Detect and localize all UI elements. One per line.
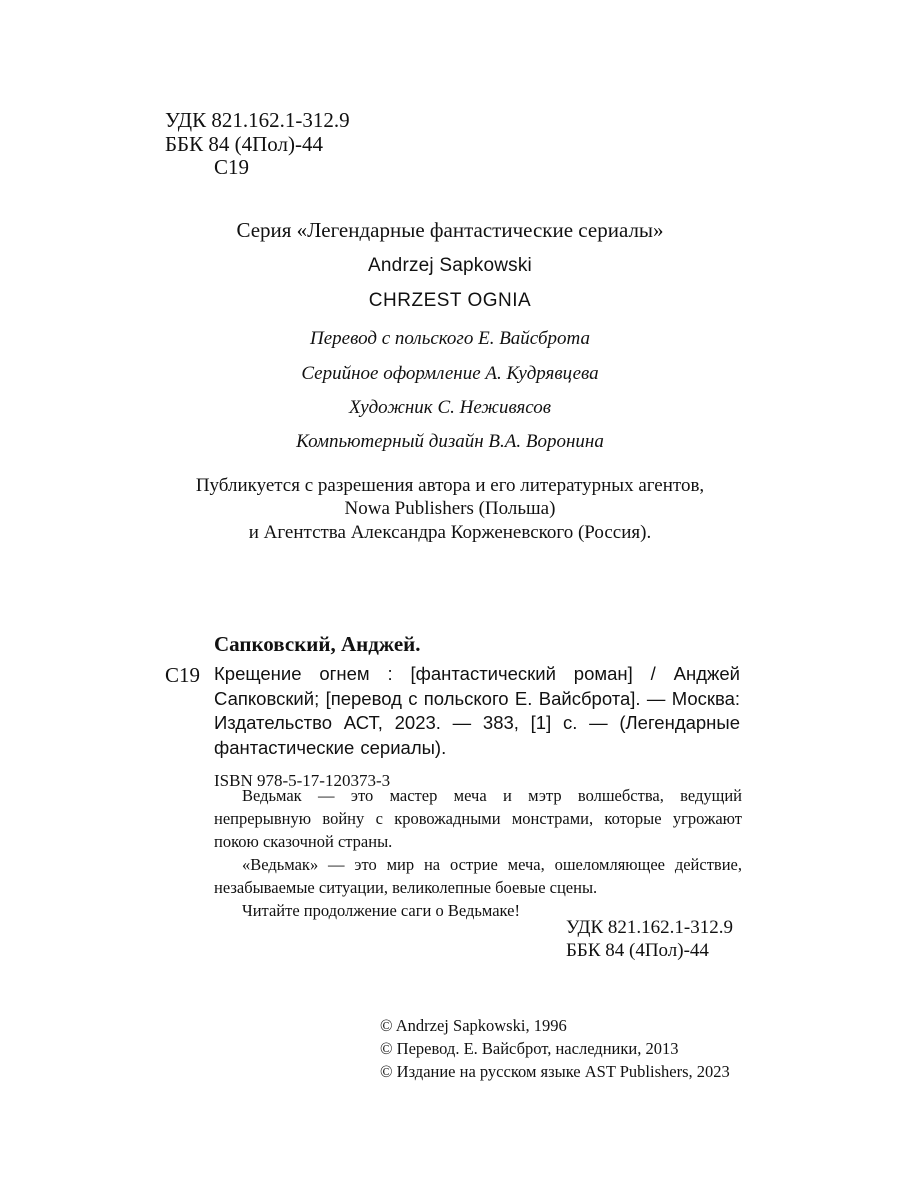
catalog-author-sign: С19 [165,663,201,687]
original-author: Andrzej Sapkowski [368,255,532,276]
copyright-translation: © Перевод. Е. Вайсброт, наследники, 2013 [380,1039,679,1058]
annotation [214,784,742,922]
catalog-heading: Сапковский, Анджей. [214,632,421,656]
translation-credit: Перевод с польского Е. Вайсброта [310,328,590,349]
permission-line-2: Nowa Publishers (Польша) [344,498,556,519]
series-design-credit: Серийное оформление А. Кудрявцева [301,363,599,384]
catalog-record [162,630,742,792]
author-sign-top: С19 [214,155,250,179]
series-title: Серия «Легендарные фантастические сериалы» [236,218,664,242]
annotation-paragraph-2: «Ведьмак» — это мир на острие меча, ошеломляющее действие, незабываемые ситуации, великолепные боевые сцены. [214,855,742,897]
original-title: CHRZEST OGNIA [368,290,532,311]
bbk-code-top: ББК 84 (4Пол)-44 [165,132,323,156]
udk-code-bottom: УДК 821.162.1-312.9 [566,917,733,938]
udk-code-top: УДК 821.162.1-312.9 [165,108,350,132]
isbn: ISBN 978-5-17-120373-3 [214,771,391,790]
artist-credit: Художник С. Неживясов [348,397,552,418]
copyright-edition: © Издание на русском языке AST Publishers, 2023 [380,1062,730,1081]
catalog-description-row [162,662,742,760]
copyright-original: © Andrzej Sapkowski, 1996 [380,1016,567,1035]
bbk-code-bottom: ББК 84 (4Пол)-44 [566,940,709,961]
computer-design-credit: Компьютерный дизайн В.А. Воронина [296,431,604,452]
annotation-paragraph-3: Читайте продолжение саги о Ведьмаке! [242,901,520,920]
copyright-block [380,1014,730,1083]
annotation-paragraph-1: Ведьмак — это мастер меча и мэтр волшебства, ведущий непрерывную войну с кровожадными монстрами, которые угрожают покою сказочной страны. [214,786,742,851]
permission-line-3: и Агентства Александра Корженевского (Россия). [248,522,652,543]
permission-line-1: Публикуется с разрешения автора и его литературных агентов, [195,475,705,496]
catalog-description: Крещение огнем : [фантастический роман] / Анджей Сапковский; [перевод с польского Е. Вайсброта]. — Москва: Издательство АСТ, 2023. — 383, [1] с. — (Легендарные фантастические сериалы). [214,663,740,758]
